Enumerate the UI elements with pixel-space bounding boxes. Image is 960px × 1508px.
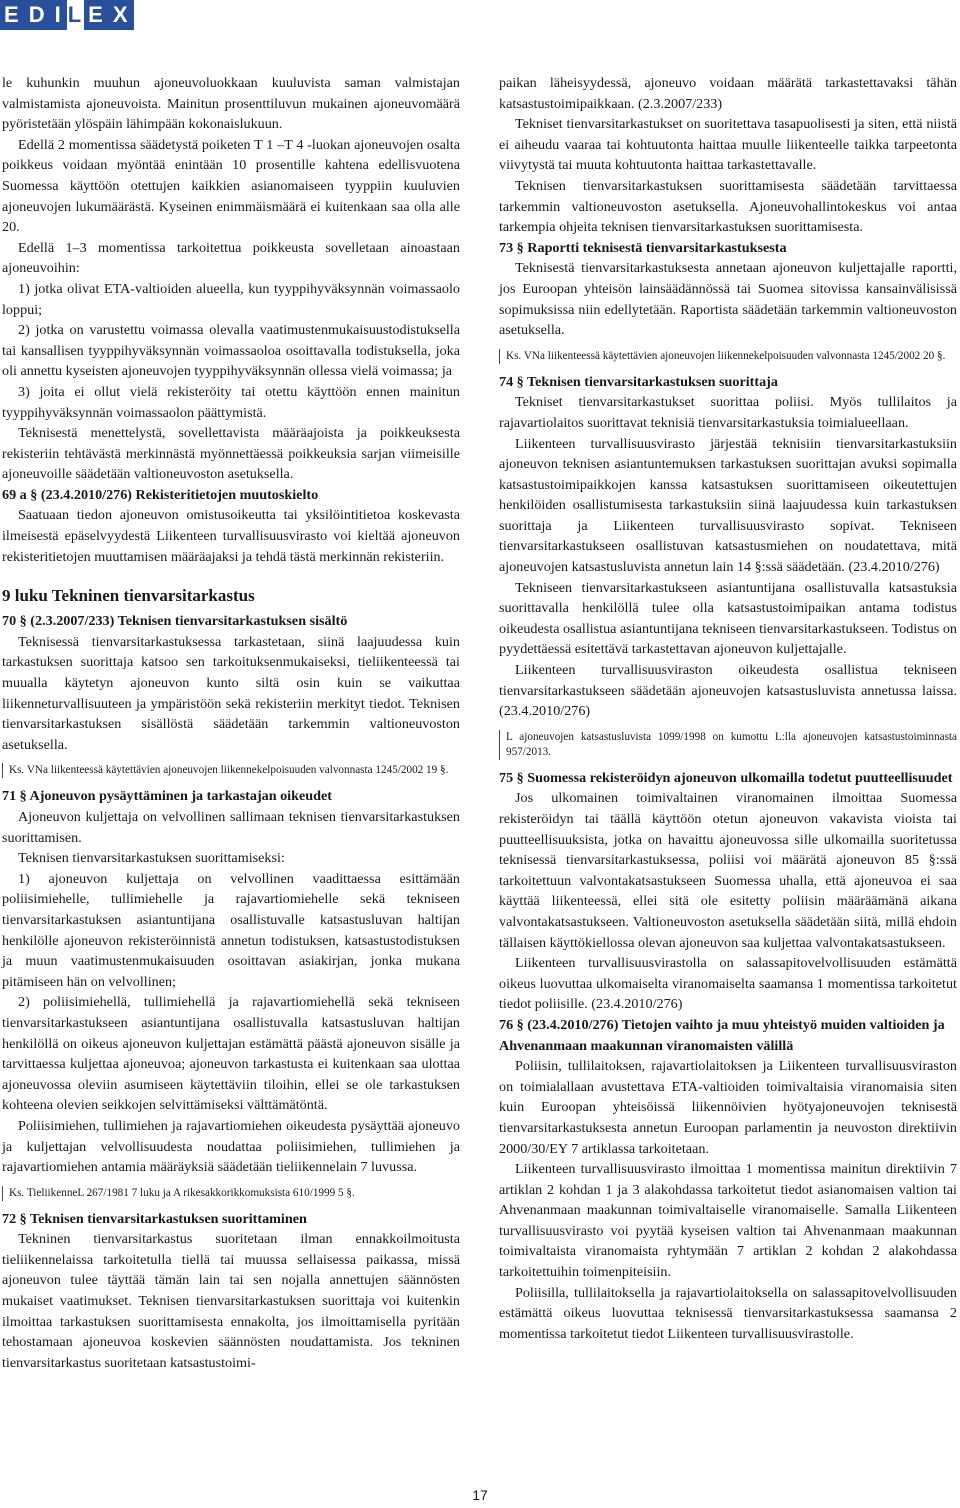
section-heading: 69 a § (23.4.2010/276) Rekisteritietojen muutoskielto	[2, 486, 319, 503]
paragraph: Edellä 1–3 momentissa tarkoitettua poikkeusta sovelletaan ainoastaan ajoneuvoihin:	[2, 239, 460, 277]
paragraph: Teknisen tienvarsitarkastuksen suorittamiseksi:	[18, 850, 285, 867]
section-heading: 74 § Teknisen tienvarsitarkastuksen suorittaja	[499, 373, 778, 390]
paragraph: Liikenteen turvallisuusviraston oikeudesta osallistua tekniseen tienvarsitarkastukseen säädetään ajoneuvojen katsastusluvista annetussa laissa. (23.4.2010/276)	[499, 662, 957, 720]
paragraph: Teknisessä tienvarsitarkastuksessa tarkastetaan, siinä laajuudessa kuin tarkastuksen suorittaja katsoo sen tarkoituksenmukaiseksi, tieliikenteessä tai muualla käytetyn ajoneuvon kunto siltä osin kuin se vaikuttaa liikenneturvallisuuteen ja ympäristöön sekä rekisteriin merkityt tiedot. Teknisen tienvarsitarkastuksen sisällöstä säädetään tarkemmin valtioneuvoston asetuksella.	[2, 633, 460, 753]
list-item: 2) jotka on varustettu voimassa olevalla vaatimustenmukaisuustodistuksella tai kansallisen tyyppihyväksynnän voimassaoloa osoittavalla todistuksella, joka oli annettu kyseisten ajoneuvojen tyyppihyväksynnän ollessa vielä voimassa; ja	[2, 322, 460, 380]
paragraph: Poliisilla, tullilaitoksella ja rajavartiolaitoksella on salassapitovelvollisuuden estämättä oikeus luovuttaa teknisessä tienvarsitarkastuksessa saamansa 2 momentissa tarkoitetut tiedot Liikenteen turvallisuusvirastolle.	[499, 1284, 957, 1342]
section-heading: 76 § (23.4.2010/276) Tietojen vaihto ja muu yhteistyö muiden valtioiden ja Ahvenanmaan maakunnan viranomaisten välillä	[499, 1016, 945, 1054]
paragraph: Poliisimiehen, tullimiehen ja rajavartiomiehen oikeudesta pysäyttää ajoneuvo ja kuljettajan velvollisuudesta noudattaa poliisimiehen, tullimiehen ja rajavartiomiehen antamia määräyksiä säädetään tieliikennelain 7 luvussa.	[2, 1117, 460, 1176]
paragraph: Liikenteen turvallisuusvirastolla on salassapitovelvollisuuden estämättä oikeus luovuttaa ulkomaiselta viranomaiselta saamansa 1 momentissa tarkoitetut tiedot poliisille. (23.4.2010/276)	[499, 955, 957, 1013]
paragraph: Liikenteen turvallisuusvirasto ilmoittaa 1 momentissa mainitun direktiivin 7 artiklan 2 kohdan 1 ja 3 alakohdassa tarkoitetut tiedot asianomaisen valtion tai Ahvenanmaan maakunnan toimivaltaiselle viranomaiselle. Samalla Liikenteen turvallisuusvirasto voi pyytää kyseisen valtion tai Ahvenanmaan maakunnan toimivaltaista viranomaista ryhtymään 7 artiklan 2 kohdan 2 alakohdassa tarkoitettuihin toimenpiteisiin.	[499, 1161, 957, 1281]
logo-letter: E	[84, 0, 109, 30]
right-column	[499, 73, 957, 1344]
edilex-logo	[0, 0, 134, 30]
logo-letter: X	[109, 0, 134, 30]
reference-note: Ks. VNa liikenteessä käytettävien ajoneuvojen liikennekelpoisuuden valvonnasta 1245/2002 19 §.	[2, 763, 460, 778]
paragraph: paikan läheisyydessä, ajoneuvo voidaan määrätä tarkastettavaksi tähän katsastustoimipaikkaan. (2.3.2007/233)	[499, 75, 957, 112]
chapter-heading: 9 luku Tekninen tienvarsitarkastus	[2, 586, 255, 606]
paragraph: Poliisin, tullilaitoksen, rajavartiolaitoksen ja Liikenteen turvallisuusviraston on toimialallaan avustettava ETA-valtioiden toimivaltaisia viranomaisia siten kuin Euroopan yhteisöissä liikennöivien hyötyajoneuvojen teknisestä tienvarsitarkastuksesta annetun Euroopan parlamentin ja neuvoston direktiivin 2000/30/EY 7 artiklassa tarkoitetaan.	[499, 1058, 957, 1157]
paragraph: Tekniseen tienvarsitarkastukseen asiantuntijana osallistuvalla katsastuksia suorittavalla henkilöllä tulee olla katsastustoimipaikan antama todistus oikeudesta osallistua asiantuntijana tekniseen tienvarsitarkastukseen. Todistus on pyydettäessä esitettävä tarkastettavan ajoneuvon kuljettajalle.	[499, 579, 957, 658]
paragraph: Liikenteen turvallisuusvirasto järjestää teknisiin tienvarsitarkastuksiin ajoneuvon teknisen asiantuntemuksen tarkastuksen suorittajan avuksi sopimalla katsastustoimipaikkojen kanssa katsastuksen suorittamiseen oikeutettujen henkilöiden osallistumisesta tarkastuksiin siinä laajuudessa kuin tarkastuksen suorittaja ja Liikenteen turvallisuusvirasto sopivat. Tekniseen tienvarsitarkastukseen osallistuvan katsastusmiehen on noudatettava, mitä ajoneuvojen katsastusluvista annetun lain 14 §:ssä säädetään. (23.4.2010/276)	[499, 435, 957, 576]
logo-letter: E	[0, 0, 25, 30]
logo-letter: I	[51, 0, 67, 30]
section-heading: 70 § (2.3.2007/233) Teknisen tienvarsitarkastuksen sisältö	[2, 613, 348, 630]
list-item: 2) poliisimiehellä, tullimiehellä ja rajavartiomiehellä sekä tekniseen tienvarsitarkastukseen asiantuntijana osallistuvalla katsastusluvan haltijan henkilöllä on oikeus ajoneuvon kuljettajan estämättä päästä ajoneuvon sisälle ja tarvittaessa kuljettaa ajoneuvoa; ajoneuvon tarkastusta ei kuitenkaan saa ulottaa ajoneuvossa oleviin asumiseen käytettäviin tiloihin, ellei se ole tarkastuksen kohteena olevien seikkojen selvittämiseksi välttämätöntä.	[2, 994, 460, 1114]
paragraph: Teknisen tienvarsitarkastuksen suorittamisesta säädetään tarvittaessa tarkemmin valtioneuvoston asetuksella. Ajoneuvohallintokeskus voi antaa tarkempia ohjeita teknisen tienvarsitarkastuksen suorittamisesta.	[499, 177, 957, 236]
paragraph: Ajoneuvon kuljettaja on velvollinen sallimaan teknisen tienvarsitarkastuksen suorittamisen.	[2, 809, 460, 846]
reference-note: L ajoneuvojen katsastusluvista 1099/1998 on kumottu L:lla ajoneuvojen katsastustoiminnasta 957/2013.	[499, 730, 957, 760]
paragraph: Teknisestä menettelystä, sovellettavista määräajoista ja poikkeuksesta rekisteriin tehtävästä merkinnästä myönnettäessä poikkeuksia sarjan viimeisille ajoneuvoille säädetään valtioneuvoston asetuksella.	[2, 425, 460, 483]
paragraph: Saatuaan tiedon ajoneuvon omistusoikeutta tai yksilöintitietoa koskevasta ilmeisestä epäselvyydestä Liikenteen turvallisuusvirasto voi kieltää ajoneuvon rekisteritietojen muuttamisen määräajaksi ja tehdä tästä merkinnän rekisteriin.	[2, 507, 460, 565]
reference-note: Ks. VNa liikenteessä käytettävien ajoneuvojen liikennekelpoisuuden valvonnasta 1245/2002 20 §.	[499, 349, 957, 364]
logo-letter: L	[67, 0, 84, 30]
page-number: 17	[472, 1487, 488, 1503]
section-heading: 75 § Suomessa rekisteröidyn ajoneuvon ulkomailla todetut puutteellisuudet	[499, 769, 953, 786]
list-item: 1) jotka olivat ETA-valtioiden alueella, kun tyyppihyväksynnän voimassaolo loppui;	[2, 280, 460, 318]
section-heading: 72 § Teknisen tienvarsitarkastuksen suorittaminen	[2, 1210, 307, 1227]
paragraph: le kuhunkin muuhun ajoneuvoluokkaan kuuluvista saman valmistajan valmistamista ajoneuvoista. Mainitun prosenttiluvun mukainen ajoneuvomäärä pyöristetään ylöspäin lähimpään kokonaislukuun.	[2, 75, 460, 133]
reference-note: Ks. TieliikenneL 267/1981 7 luku ja A rikesakkorikkomuksista 610/1999 5 §.	[2, 1186, 460, 1201]
section-heading: 73 § Raportti teknisestä tienvarsitarkastuksesta	[499, 239, 787, 256]
logo-letter: D	[25, 0, 51, 30]
paragraph: Tekninen tienvarsitarkastus suoritetaan ilman ennakkoilmoitusta tieliikennelaissa tarkoitetulla tiellä tai muussa sellaisessa paikassa, missä ajoneuvon tulee täyttää tämän lain tai sen nojalla annettujen säännösten mukaiset vaatimukset. Teknisen tienvarsitarkastuksen suorittaja voi kuitenkin ilmoittaa tarkastuksen suorittamisesta ennakolta, jos ilmoittamisella pyritään tehostamaan ajoneuvoa koskevien säännösten noudattamista. Jos tekninen tienvarsitarkastus suoritetaan katsastustoimi-	[2, 1231, 460, 1371]
list-item: 1) ajoneuvon kuljettaja on velvollinen vaadittaessa esittämään poliisimiehelle, tullimiehelle ja rajavartiomiehelle sekä tekniseen tienvarsitarkastuksen asiantuntijana osallistuvalle katsastusluvan haltijan henkilölle ajoneuvon rekisteröinnistä annetun todistuksen, katsastustodistuksen ja muun vaatimustenmukaisuuden osoittavan asiakirjan, jonka mukana pitämiseen hän on velvollinen;	[2, 870, 460, 990]
section-heading: 71 § Ajoneuvon pysäyttäminen ja tarkastajan oikeudet	[2, 788, 332, 805]
paragraph: Tekniset tienvarsitarkastukset on suoritettava tasapuolisesti ja siten, että niistä ei aiheudu vaaraa tai kohtuutonta haittaa muulle liikenteelle taikka tarpeetonta viivytystä tai muuta kohtuutonta haittaa tarkastettavalle.	[499, 116, 957, 174]
left-column	[2, 73, 460, 1373]
paragraph: Teknisestä tienvarsitarkastuksesta annetaan ajoneuvon kuljettajalle raportti, jos Euroopan yhteisön lainsäädännössä tai Suomea sitovissa kansainvälisissä sopimuksissa niin edellytetään. Raportista säädetään tarkemmin valtioneuvoston asetuksella.	[499, 260, 957, 339]
paragraph: Edellä 2 momentissa säädetystä poiketen T 1 –T 4 -luokan ajoneuvojen osalta poikkeus voidaan myöntää enintään 10 prosentille kahtena edellisvuotena Suomessa käyttöön otettujen kaikkien asianomaiseen tyyppiin kuuluvien ajoneuvojen lukumäärästä. Kyseinen enimmäismäärä ei kuitenkaan saa olla alle 20.	[2, 136, 460, 236]
paragraph: Tekniset tienvarsitarkastukset suorittaa poliisi. Myös tullilaitos ja rajavartiolaitos suorittavat teknisiä tienvarsitarkastuksia toimialueellaan.	[499, 394, 957, 431]
list-item: 3) joita ei ollut vielä rekisteröity tai otettu käyttöön ennen mainitun tyyppihyväksynnän voimassaolon päättymistä.	[2, 383, 460, 421]
paragraph: Jos ulkomainen toimivaltainen viranomainen ilmoittaa Suomessa rekisteröidyn tai täällä käyttöön otetun ajoneuvon vakavista vioista tai puutteellisuuksista, jotka on havaittu ajoneuvossa sille ulkomailla suoritetussa teknisessä tienvarsitarkastuksessa, poliisi voi määrätä ajoneuvon 85 §:ssä tarkoitettuun valvontakatsastukseen Suomessa uhalla, että ajoneuvoa ei saa käyttää liikenteessä, ellei sitä ole esitetty poliisin määräämänä aikana valvontakatsastukseen. Valtioneuvoston asetuksella säädetään siitä, millä ehdoin tällaisen käyttökiellossa olevan ajoneuvon saa kuljettaa valvontakatsastukseen.	[499, 790, 957, 951]
